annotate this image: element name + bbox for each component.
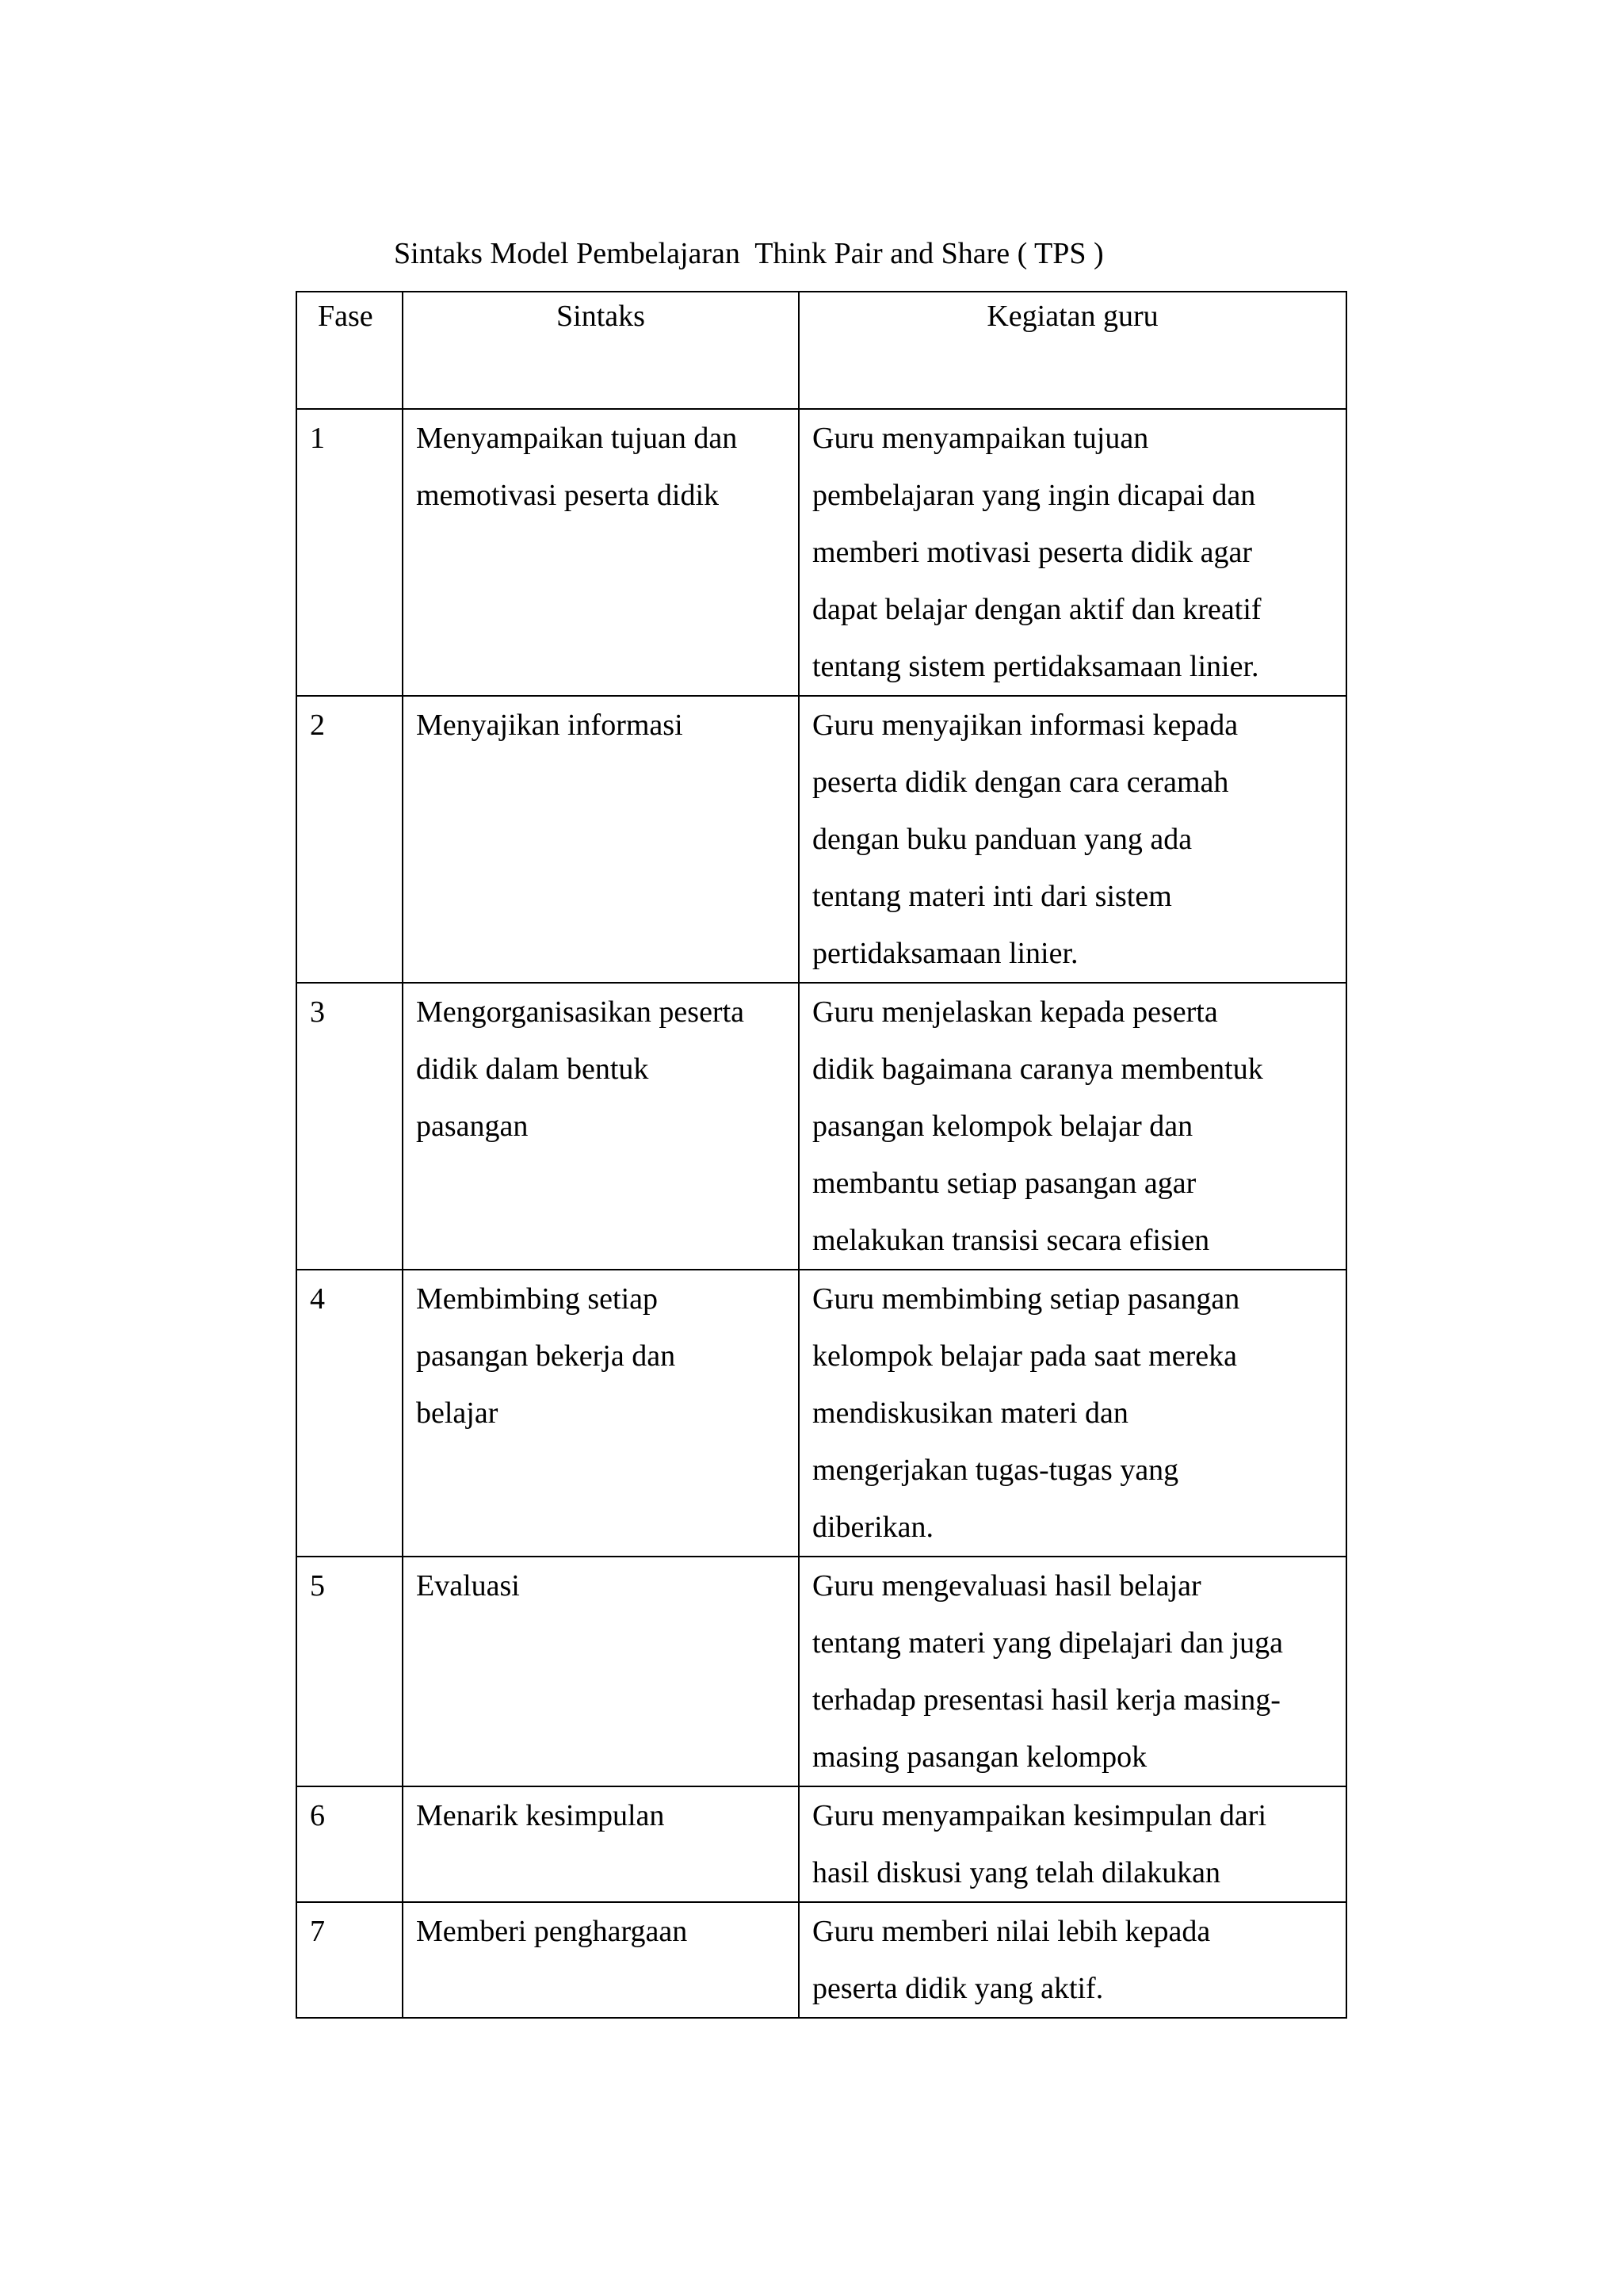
- kegiatan-line: Guru menyampaikan tujuan: [812, 422, 1149, 455]
- cell-sintaks: [403, 1557, 799, 1786]
- kegiatan-line: dengan buku panduan yang ada: [812, 823, 1193, 856]
- kegiatan-line: Guru memberi nilai lebih kepada: [812, 1915, 1211, 1948]
- kegiatan-line: pembelajaran yang ingin dicapai dan: [812, 479, 1256, 512]
- cell-kegiatan-guru: [799, 983, 1346, 1270]
- table-row: [296, 1557, 1346, 1786]
- document-title: Sintaks Model Pembelajaran Think Pair and Share ( TPS ): [394, 237, 1104, 270]
- table-row: [296, 696, 1346, 983]
- kegiatan-line: dapat belajar dengan aktif dan kreatif: [812, 593, 1262, 626]
- cell-sintaks: [403, 409, 799, 696]
- table-row: [296, 1902, 1346, 2018]
- table-row: [296, 1270, 1346, 1557]
- cell-sintaks: [403, 1786, 799, 1902]
- sintaks-line: didik dalam bentuk: [416, 1052, 649, 1086]
- cell-kegiatan-guru: [799, 1786, 1346, 1902]
- table-row: [296, 1786, 1346, 1902]
- kegiatan-line: Guru menyampaikan kesimpulan dari: [812, 1799, 1267, 1832]
- cell-sintaks: [403, 1270, 799, 1557]
- kegiatan-line: Guru menyajikan informasi kepada: [812, 709, 1239, 742]
- kegiatan-line: peserta didik yang aktif.: [812, 1972, 1104, 2005]
- cell-fase: 3: [296, 983, 403, 1270]
- cell-kegiatan-guru: [799, 1902, 1346, 2018]
- kegiatan-line: membantu setiap pasangan agar: [812, 1167, 1197, 1200]
- sintaks-line: belajar: [416, 1396, 498, 1430]
- kegiatan-line: mendiskusikan materi dan: [812, 1396, 1128, 1430]
- kegiatan-line: hasil diskusi yang telah dilakukan: [812, 1856, 1221, 1889]
- cell-fase: 6: [296, 1786, 403, 1902]
- cell-fase: 2: [296, 696, 403, 983]
- kegiatan-line: Guru membimbing setiap pasangan: [812, 1282, 1240, 1316]
- table-row: [296, 983, 1346, 1270]
- kegiatan-line: Guru menjelaskan kepada peserta: [812, 995, 1218, 1029]
- kegiatan-line: mengerjakan tugas-tugas yang: [812, 1454, 1179, 1487]
- kegiatan-line: didik bagaimana caranya membentuk: [812, 1052, 1263, 1086]
- kegiatan-line: peserta didik dengan cara ceramah: [812, 766, 1229, 799]
- sintaks-line: Mengorganisasikan peserta: [416, 995, 745, 1029]
- cell-fase: 1: [296, 409, 403, 696]
- kegiatan-line: tentang sistem pertidaksamaan linier.: [812, 650, 1259, 683]
- kegiatan-line: tentang materi yang dipelajari dan juga: [812, 1626, 1284, 1660]
- kegiatan-line: melakukan transisi secara efisien: [812, 1224, 1210, 1257]
- kegiatan-line: Guru mengevaluasi hasil belajar: [812, 1569, 1201, 1603]
- sintaks-line: Membimbing setiap: [416, 1282, 659, 1316]
- cell-fase: 7: [296, 1902, 403, 2018]
- kegiatan-line: kelompok belajar pada saat mereka: [812, 1339, 1237, 1373]
- kegiatan-line: tentang materi inti dari sistem: [812, 880, 1172, 913]
- cell-kegiatan-guru: [799, 1557, 1346, 1786]
- kegiatan-line: pasangan kelompok belajar dan: [812, 1110, 1193, 1143]
- sintaks-line: memotivasi peserta didik: [416, 479, 720, 512]
- kegiatan-line: diberikan.: [812, 1511, 934, 1544]
- table-row: [296, 409, 1346, 696]
- header-sintaks: Sintaks: [403, 292, 799, 409]
- sintaks-line: Evaluasi: [416, 1569, 520, 1603]
- cell-sintaks: [403, 696, 799, 983]
- sintaks-line: Menyajikan informasi: [416, 709, 683, 742]
- cell-fase: 5: [296, 1557, 403, 1786]
- kegiatan-line: memberi motivasi peserta didik agar: [812, 536, 1253, 569]
- kegiatan-line: masing pasangan kelompok: [812, 1740, 1148, 1774]
- cell-sintaks: [403, 1902, 799, 2018]
- header-fase: Fase: [296, 292, 403, 409]
- cell-kegiatan-guru: [799, 1270, 1346, 1557]
- cell-sintaks: [403, 983, 799, 1270]
- kegiatan-line: terhadap presentasi hasil kerja masing-: [812, 1683, 1281, 1717]
- cell-kegiatan-guru: [799, 409, 1346, 696]
- sintaks-line: Menyampaikan tujuan dan: [416, 422, 738, 455]
- syntax-table: [296, 291, 1347, 2019]
- table-body: [296, 292, 1346, 2018]
- sintaks-line: pasangan bekerja dan: [416, 1339, 676, 1373]
- kegiatan-line: pertidaksamaan linier.: [812, 937, 1079, 970]
- sintaks-line: Memberi penghargaan: [416, 1915, 688, 1948]
- sintaks-line: Menarik kesimpulan: [416, 1799, 665, 1832]
- cell-kegiatan-guru: [799, 696, 1346, 983]
- header-kegiatan-guru: Kegiatan guru: [799, 292, 1346, 409]
- sintaks-line: pasangan: [416, 1110, 529, 1143]
- cell-fase: 4: [296, 1270, 403, 1557]
- table-header-row: [296, 292, 1346, 409]
